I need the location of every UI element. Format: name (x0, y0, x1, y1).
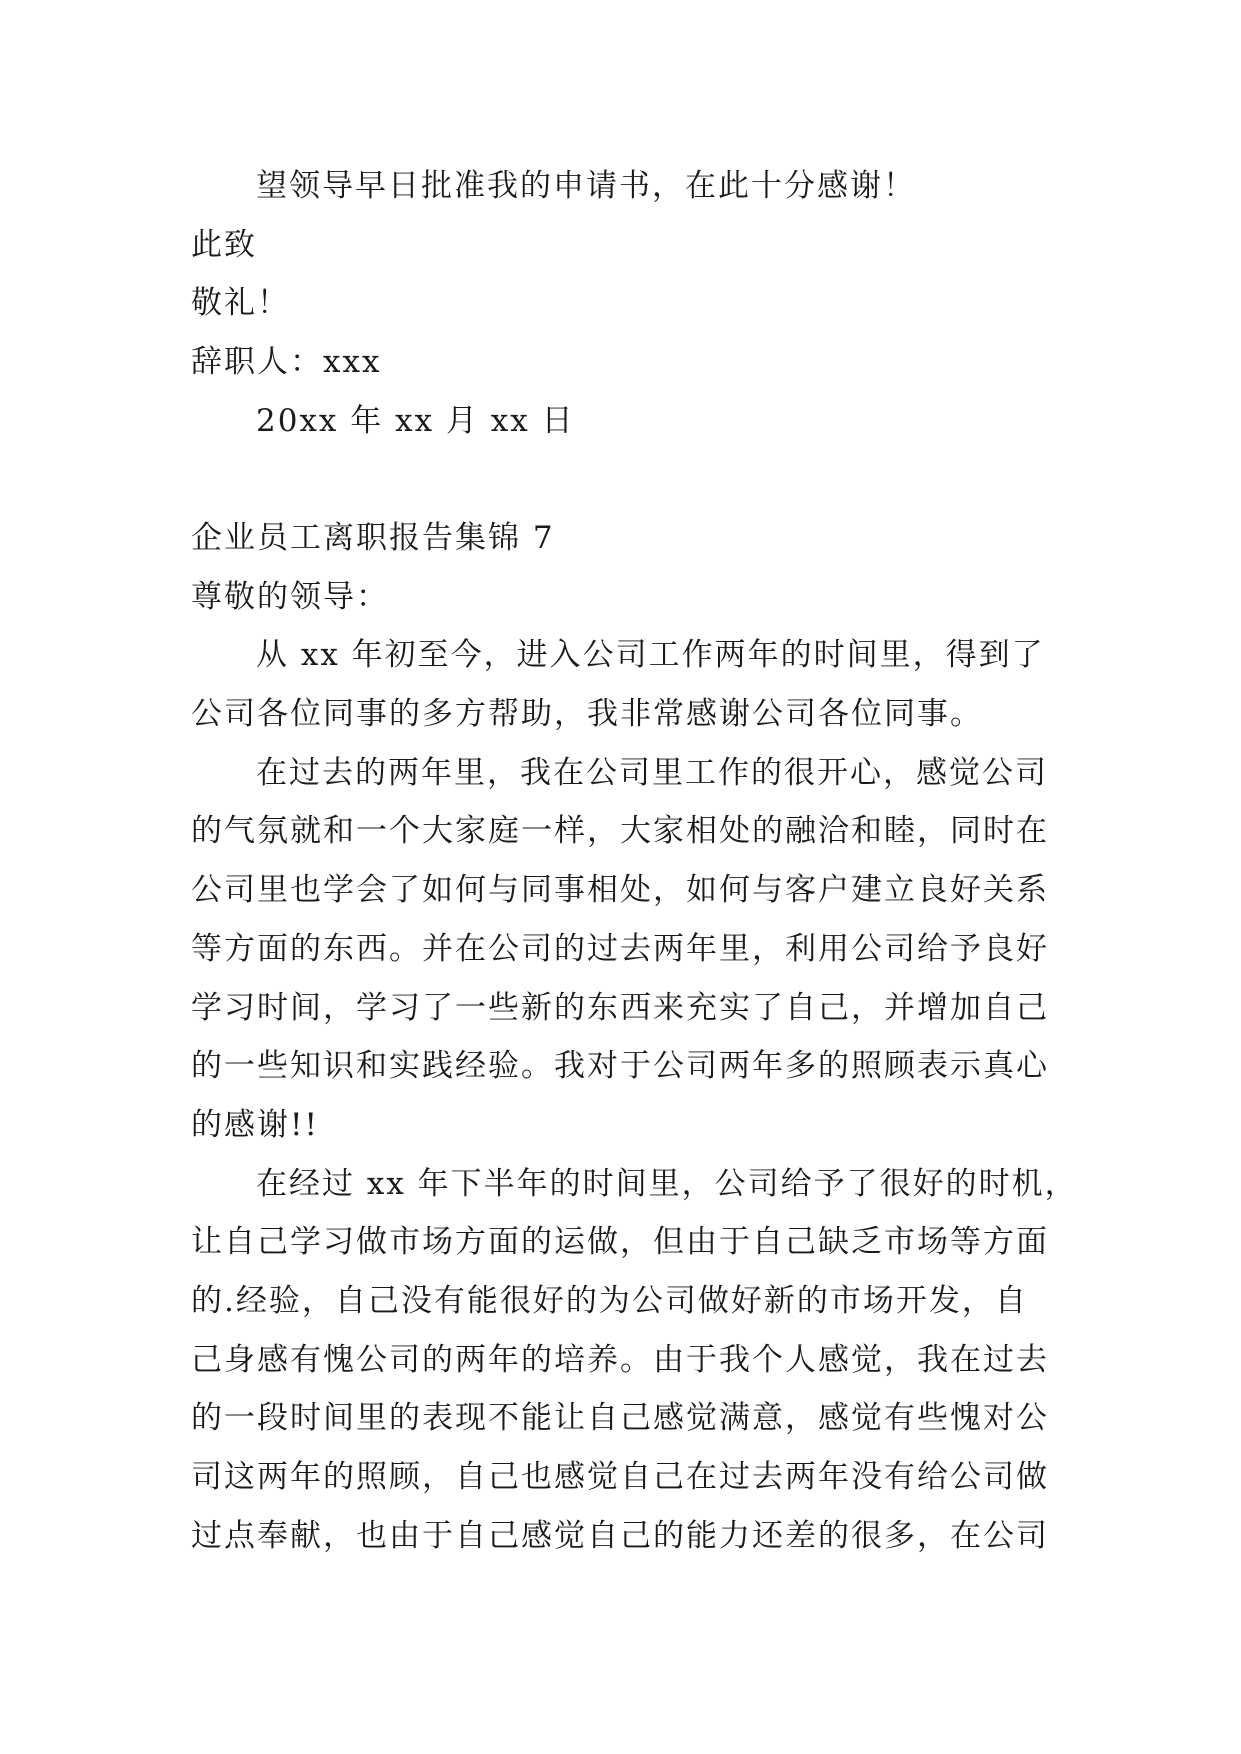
salutation-line-2: 敬礼！ (191, 285, 290, 321)
body-line: 让自己学习做市场方面的运做，但由于自己缺乏市场等方面 (191, 1224, 1049, 1260)
body-line: 从 xx 年初至今，进入公司工作两年的时间里，得到了 (256, 637, 1045, 673)
body-line: 公司各位同事的多方帮助，我非常感谢公司各位同事。 (191, 696, 983, 732)
body-line: 在经过 xx 年下半年的时间里，公司给予了很好的时机， (256, 1166, 1078, 1202)
body-line: 的感谢!! (191, 1107, 319, 1143)
section-title: 企业员工离职报告集锦 7 (191, 520, 555, 556)
greeting-line: 尊敬的领导： (191, 579, 389, 615)
body-line: 公司里也学会了如何与同事相处，如何与客户建立良好关系 (191, 872, 1049, 908)
salutation-line-1: 此致 (191, 227, 257, 263)
body-line: 的一段时间里的表现不能让自己感觉满意，感觉有些愧对公 (191, 1400, 1049, 1436)
body-line: 的.经验，自己没有能很好的为公司做好新的市场开发，自 (191, 1283, 1028, 1319)
body-line: 司这两年的照顾，自己也感觉自己在过去两年没有给公司做 (191, 1459, 1049, 1495)
body-line: 的一些知识和实践经验。我对于公司两年多的照顾表示真心 (191, 1048, 1049, 1084)
body-line: 过点奉献，也由于自己感觉自己的能力还差的很多，在公司 (191, 1518, 1049, 1554)
body-line: 的气氛就和一个大家庭一样，大家相处的融洽和睦，同时在 (191, 813, 1049, 849)
date-line: 20xx 年 xx 月 xx 日 (256, 403, 575, 439)
body-line: 在过去的两年里，我在公司里工作的很开心，感觉公司 (256, 755, 1048, 791)
body-line: 己身感有愧公司的两年的培养。由于我个人感觉，我在过去 (191, 1342, 1049, 1378)
signer-line: 辞职人：xxx (191, 344, 382, 380)
closing-request-line: 望领导早日批准我的申请书，在此十分感谢！ (256, 168, 916, 204)
body-line: 等方面的东西。并在公司的过去两年里，利用公司给予良好 (191, 931, 1049, 967)
body-line: 学习时间，学习了一些新的东西来充实了自己，并增加自己 (191, 990, 1049, 1026)
